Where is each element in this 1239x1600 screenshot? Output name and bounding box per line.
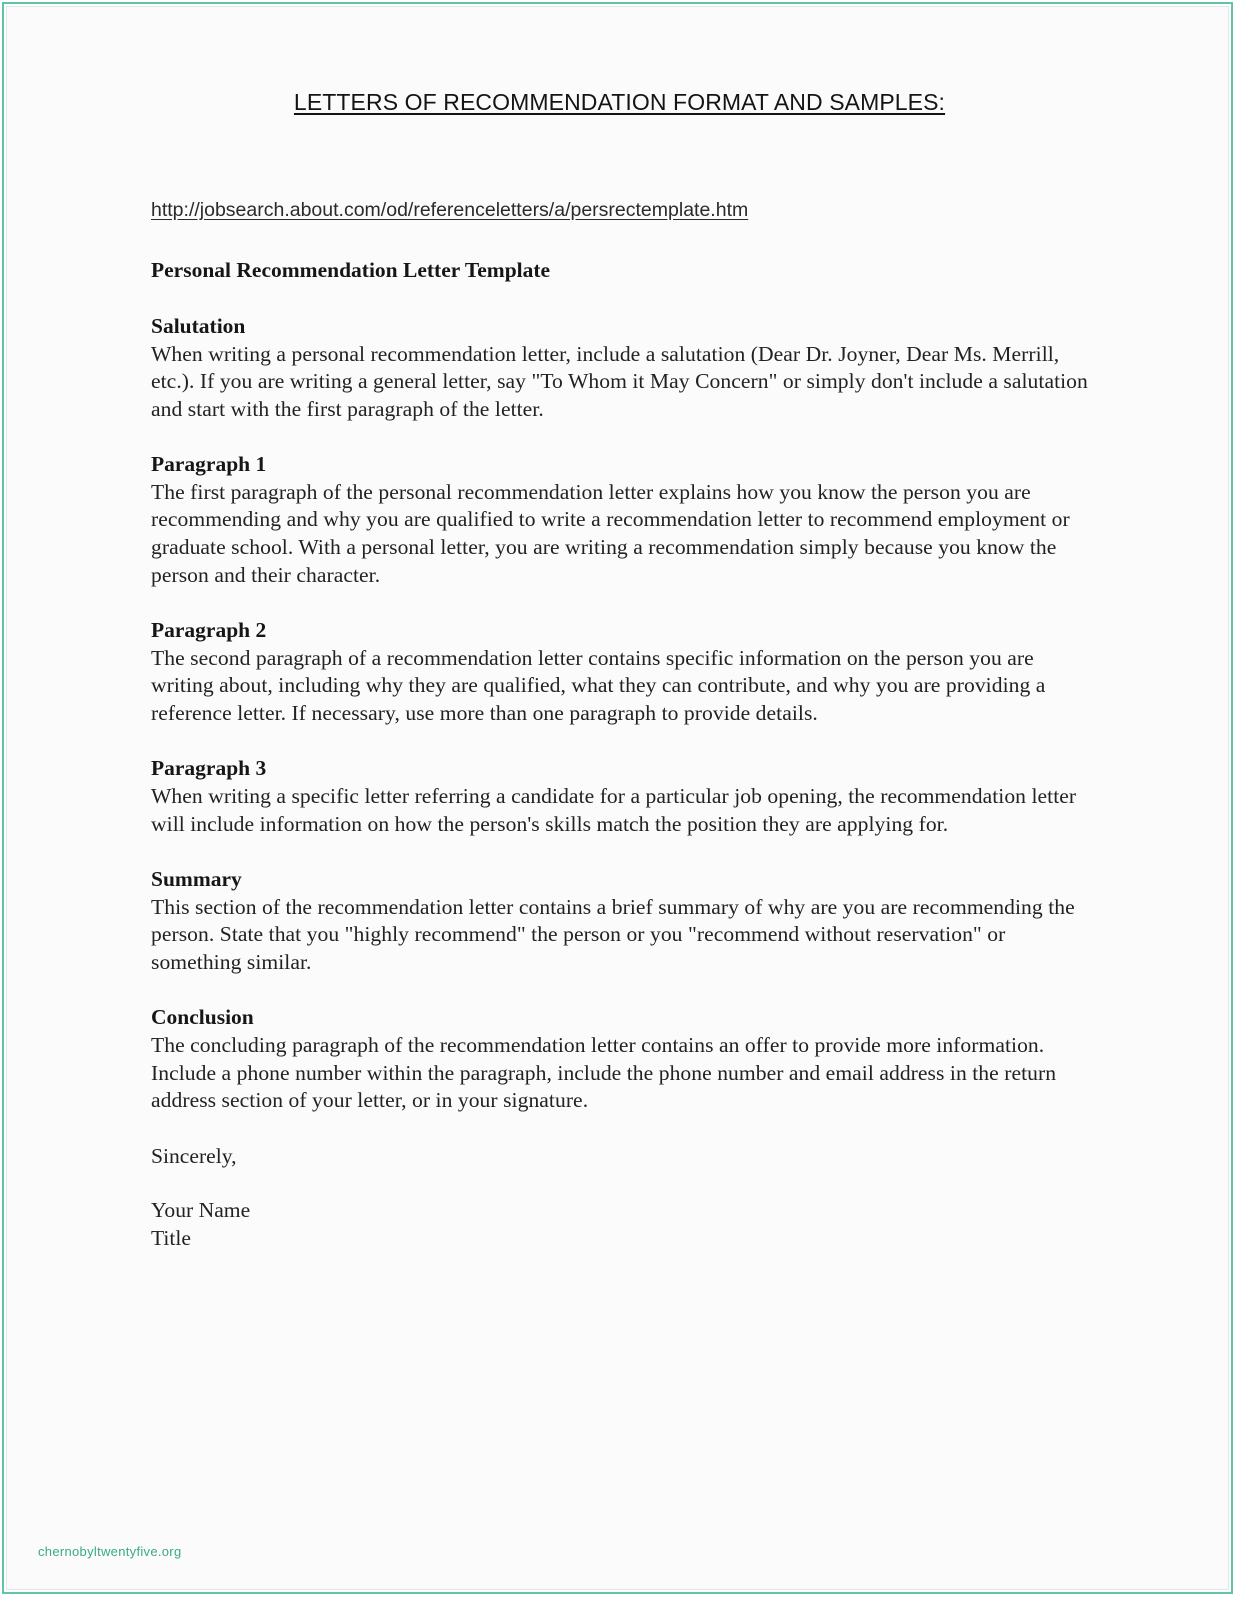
section-title: Paragraph 1 — [151, 452, 267, 477]
section-paragraph-2 — [151, 617, 1091, 727]
section-body: When writing a personal recommendation letter, include a salutation (Dear Dr. Joyner, Dear Ms. Merrill, etc.). If you are writing a general letter, say "To Whom it May Concern" or simply don't include a salutation and start with the first paragraph of the letter. — [151, 341, 1088, 421]
section-title: Paragraph 2 — [151, 618, 267, 643]
section-title: Paragraph 3 — [151, 756, 267, 781]
section-body: The concluding paragraph of the recommendation letter contains an offer to provide more information. Include a phone number within the paragraph, include the phone number and email address in the return address section of your letter, or in your signature. — [151, 1032, 1057, 1113]
section-paragraph-1 — [151, 451, 1091, 589]
document-body — [151, 256, 1091, 1252]
section-conclusion — [151, 1004, 1091, 1114]
section-body: When writing a specific letter referring a candidate for a particular job opening, the recommendation letter will include information on how the person's skills match the position they are applying for. — [151, 783, 1077, 836]
section-title: Conclusion — [151, 1005, 254, 1030]
section-body: The second paragraph of a recommendation letter contains specific information on the person you are writing about, including why they are qualified, what they can contribute, and why you are providing a reference letter. If necessary, use more than one paragraph to provide details. — [151, 645, 1046, 725]
signature-block — [151, 1197, 1091, 1252]
section-body: This section of the recommendation letter contains a brief summary of why are you are recommending the person. State that you "highly recommend" the person or you "recommend without reservation" or something similar. — [151, 894, 1075, 974]
signature-title: Title — [151, 1225, 192, 1250]
section-title: Salutation — [151, 314, 246, 338]
section-summary — [151, 866, 1091, 976]
source-link[interactable]: http://jobsearch.about.com/od/referenceletters/a/persrectemplate.htm — [151, 199, 749, 221]
signature-name: Your Name — [151, 1198, 251, 1223]
watermark-text: chernobyltwentyfive.org — [38, 1544, 182, 1559]
section-body: The first paragraph of the personal recommendation letter explains how you know the person you are recommending and why you are qualified to write a recommendation letter to recommend employment or graduate school. With a personal letter, you are writing a recommendation simply because you know the person and their character. — [151, 479, 1070, 587]
closing-line: Sincerely, — [151, 1143, 237, 1168]
section-salutation — [151, 313, 1091, 423]
template-heading: Personal Recommendation Letter Template — [151, 258, 551, 282]
section-title: Summary — [151, 867, 242, 892]
document-title: LETTERS OF RECOMMENDATION FORMAT AND SAMPLES: — [293, 89, 946, 115]
section-paragraph-3 — [151, 755, 1091, 838]
